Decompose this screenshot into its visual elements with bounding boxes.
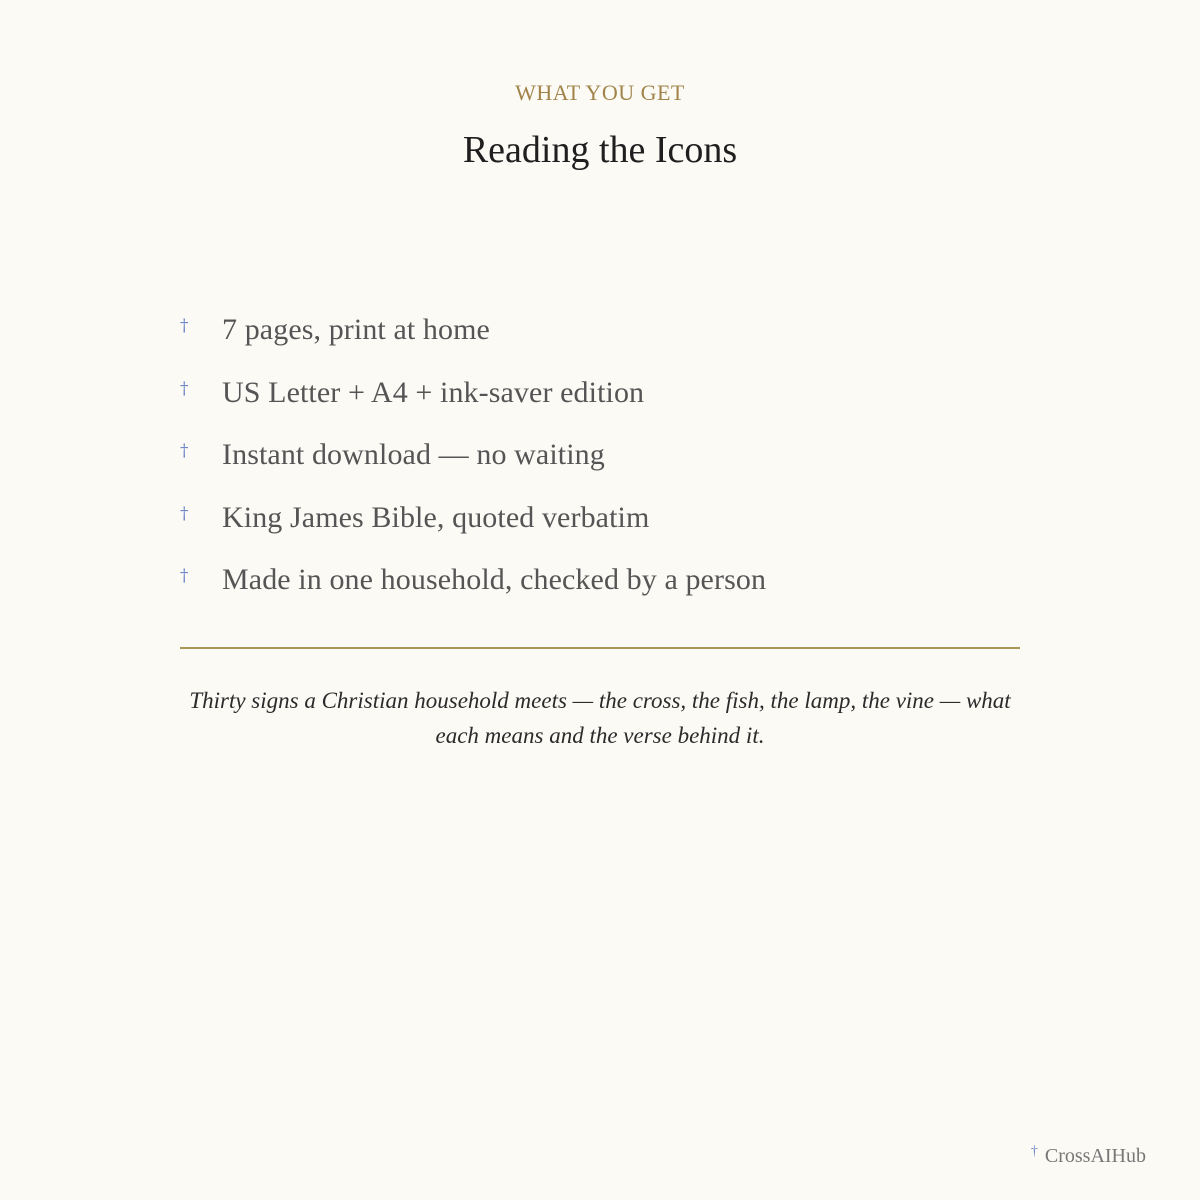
feature-item-editions	[180, 375, 1020, 438]
brand-watermark	[1031, 1145, 1146, 1168]
feature-label: King James Bible, quoted verbatim	[222, 500, 650, 534]
brand-name: CrossAIHub	[1044, 1145, 1146, 1167]
cross-icon: †	[180, 441, 189, 461]
cross-icon: †	[180, 503, 189, 524]
feature-item-household	[180, 562, 1020, 625]
feature-label: Instant download — no waiting	[222, 438, 605, 471]
product-description: Thirty signs a Christian household meets — the cross, the fish, the lamp, the vine — what each means and the verse behind it.	[189, 688, 1011, 748]
feature-list	[180, 312, 1020, 625]
cross-icon: †	[180, 316, 189, 336]
cross-icon: †	[180, 566, 189, 586]
page-title: Reading the Icons	[462, 129, 738, 171]
cross-icon: †	[1030, 1144, 1038, 1159]
section-divider	[180, 647, 1020, 649]
feature-item-kjv	[180, 500, 1020, 563]
feature-item-download	[180, 437, 1020, 500]
feature-label: US Letter + A4 + ink-saver edition	[222, 375, 645, 409]
feature-item-pages	[180, 312, 1020, 375]
feature-label: 7 pages, print at home	[222, 313, 490, 346]
cross-icon: †	[180, 378, 189, 399]
section-eyebrow: WHAT YOU GET	[515, 80, 685, 105]
feature-label: Made in one household, checked by a person	[222, 563, 767, 596]
